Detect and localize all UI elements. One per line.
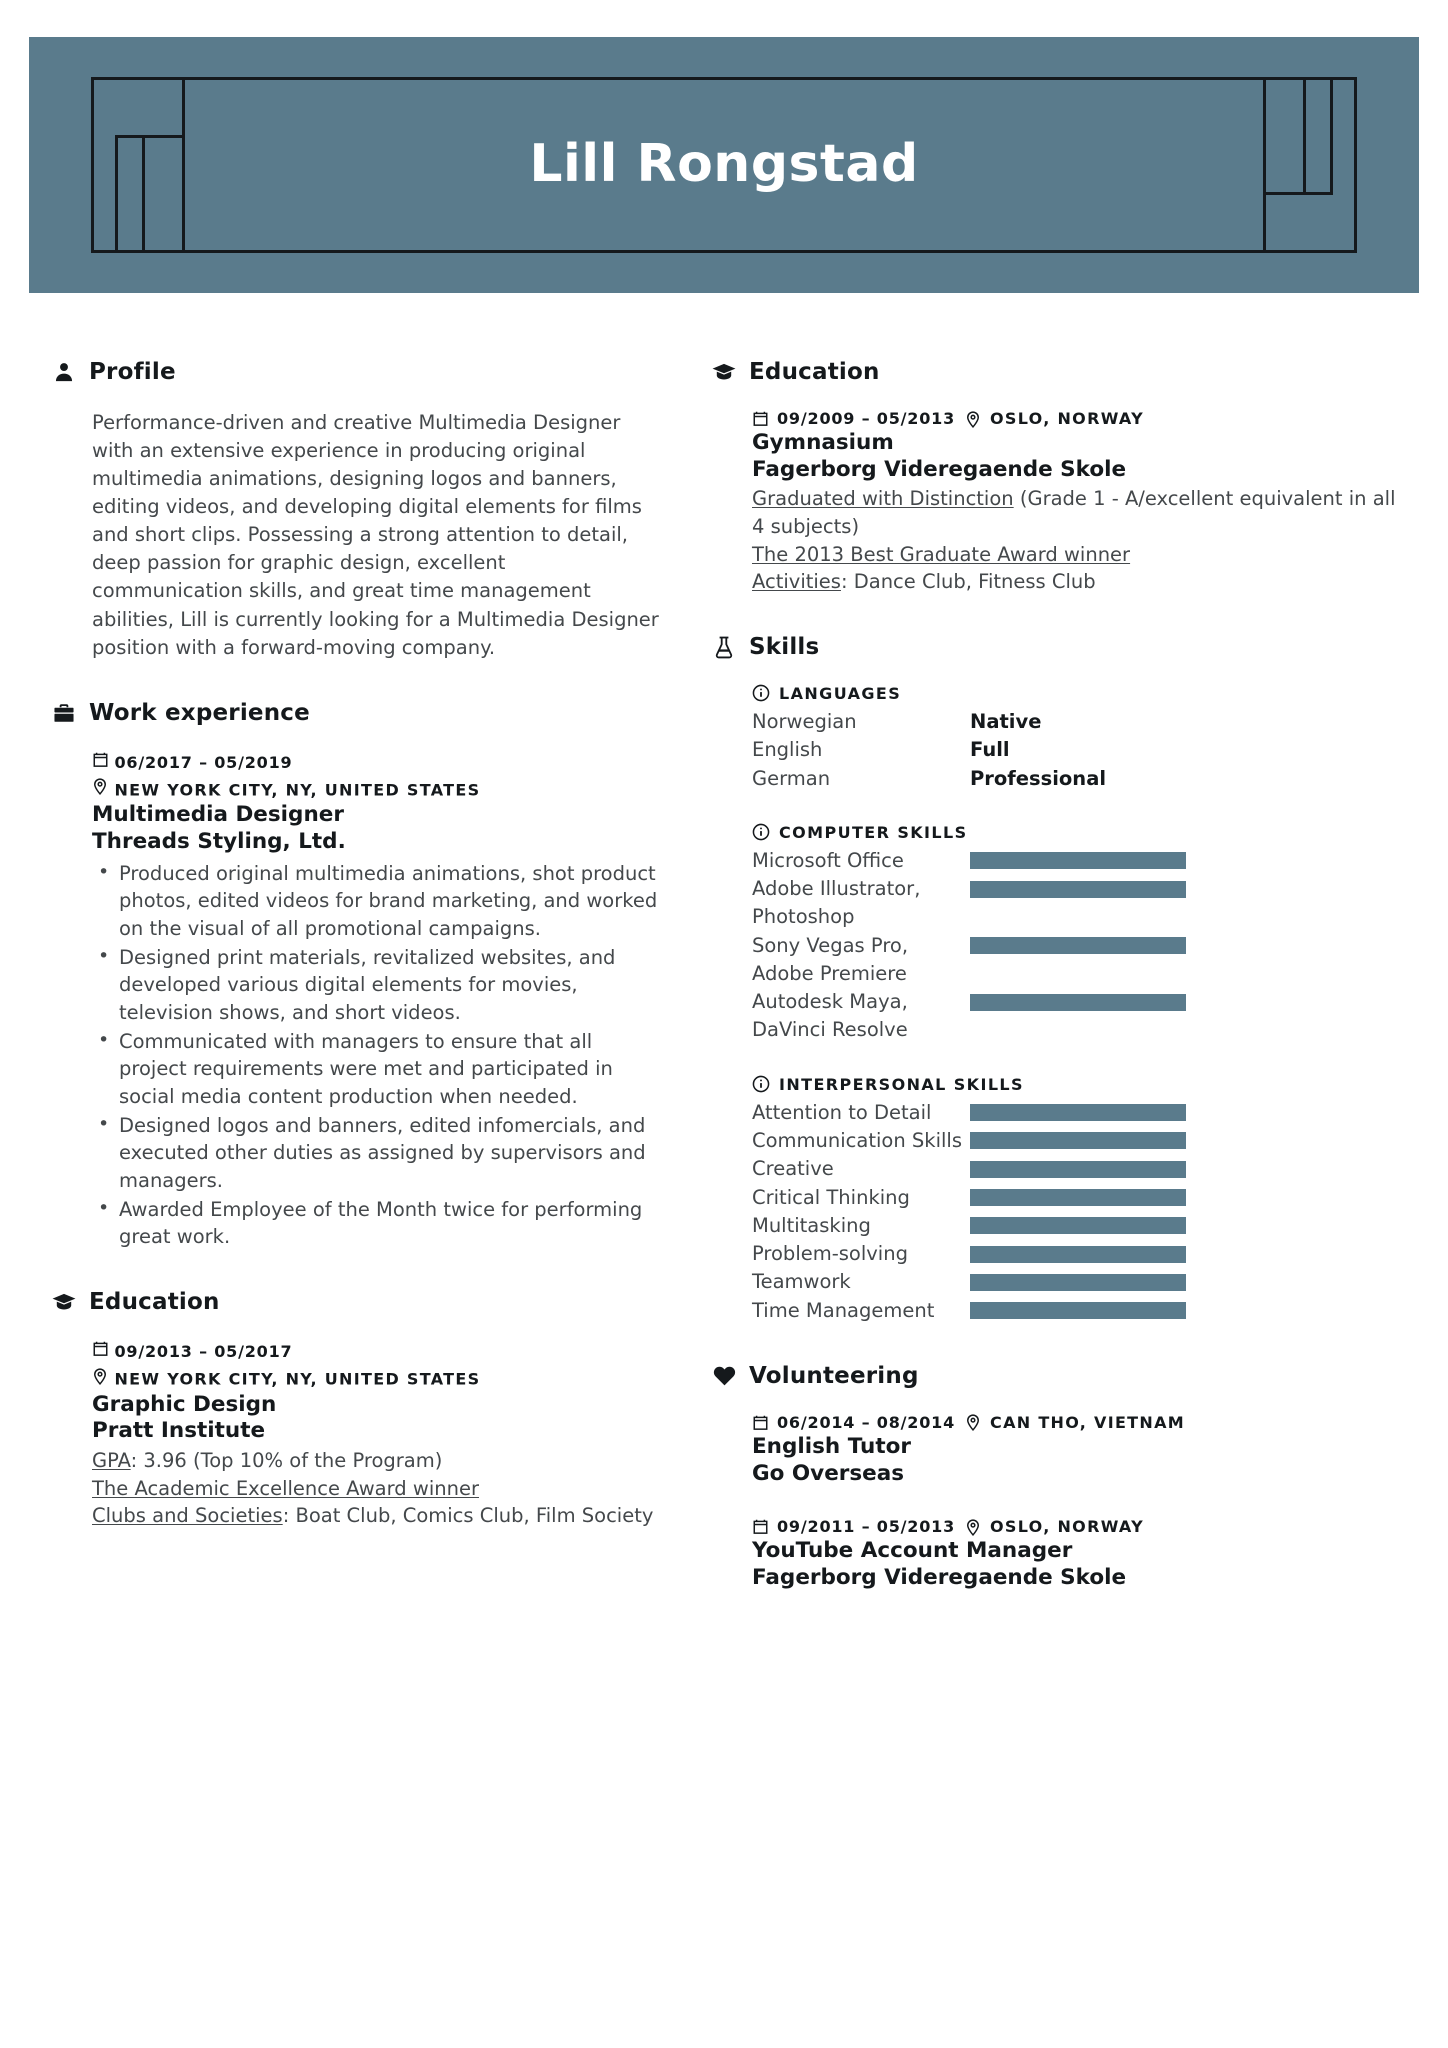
education-entry-title: Gymnasium — [752, 430, 894, 455]
info-icon — [752, 1075, 771, 1094]
skill-group-label-computer-skills: COMPUTER SKILLS — [779, 822, 968, 842]
volunteering-entry — [752, 1413, 1396, 1487]
language-level: Full — [970, 738, 1010, 762]
education-detail-row — [752, 541, 1396, 569]
right-column — [692, 359, 1396, 1629]
heart-icon — [712, 1364, 736, 1388]
volunteering-entry-location-chunk — [965, 1413, 1185, 1432]
education-detail-rest: (Grade 1 - A/excellent equivalent in all 4 subjects) — [752, 487, 1396, 538]
work-entry-bullets — [92, 860, 662, 1252]
education-entry-date-chunk — [752, 409, 955, 428]
calendar-icon — [92, 1339, 110, 1358]
skill-bar-row — [752, 875, 1396, 932]
education-detail-row — [752, 568, 1396, 596]
map-pin-icon — [965, 409, 983, 428]
map-pin-icon — [965, 1517, 983, 1536]
skill-name: Adobe Illustrator, Photoshop — [752, 877, 921, 929]
skill-bar-row — [752, 1099, 1396, 1127]
education-entry-org: Pratt Institute — [92, 1418, 266, 1444]
volunteering-entry-date-chunk — [752, 1517, 955, 1536]
education-entry-location: NEW YORK CITY, NY, UNITED STATES — [114, 1369, 481, 1389]
calendar-icon — [752, 1517, 770, 1536]
skill-bar-row — [752, 1155, 1396, 1183]
info-icon — [752, 684, 771, 703]
volunteering-entry-meta — [752, 1413, 1396, 1432]
skill-bar-track — [970, 1302, 1186, 1319]
volunteering-entry-dates: 06/2014 – 08/2014 — [777, 1412, 956, 1432]
education-entry-details — [92, 1447, 662, 1530]
skill-name: Multitasking — [752, 1213, 871, 1237]
skill-bar-row — [752, 1268, 1396, 1296]
skill-group-header-languages — [752, 684, 1396, 703]
volunteering-entry — [752, 1517, 1396, 1591]
skill-bar-wrap — [970, 1240, 1396, 1268]
skill-bar-track — [970, 1132, 1186, 1149]
skill-bar-track — [970, 937, 1186, 954]
skill-bar-track — [970, 1189, 1186, 1206]
resume-header — [29, 37, 1419, 293]
education-entry — [752, 409, 1396, 596]
skill-bar-track — [970, 852, 1186, 869]
education-detail-rest: : 3.96 (Top 10% of the Program) — [130, 1448, 443, 1472]
volunteering-entry-dates: 09/2011 – 05/2013 — [777, 1517, 956, 1537]
language-row — [752, 765, 1396, 793]
education-detail-row — [752, 485, 1396, 540]
section-work-experience — [52, 700, 662, 1251]
flask-icon — [712, 635, 736, 659]
volunteering-entry-meta — [752, 1517, 1396, 1536]
graduation-cap-icon — [52, 1290, 76, 1314]
education-entry-title: Graphic Design — [92, 1391, 277, 1417]
skill-bar-row — [752, 1240, 1396, 1268]
skill-bar-wrap — [970, 1297, 1396, 1325]
skill-bar-wrap — [970, 1127, 1396, 1155]
calendar-icon — [92, 750, 110, 769]
skill-bar-wrap — [970, 847, 1396, 875]
language-level: Native — [970, 710, 1042, 734]
volunteering-entry-org: Fagerborg Videregaende Skole — [752, 1564, 1127, 1590]
skill-bar-track — [970, 1217, 1186, 1234]
section-title-education-left: Education — [89, 1289, 220, 1316]
education-detail-label: Graduated with Distinction — [752, 487, 1014, 511]
section-education-right — [712, 359, 1396, 596]
language-name: German — [752, 766, 831, 790]
education-entry-details — [752, 485, 1396, 596]
list-item: • Designed print materials, revitalized websites, and developed various digital elements for movies, television shows, and short videos. — [92, 944, 662, 1027]
work-entry-meta — [92, 750, 662, 801]
skill-bar-wrap — [970, 1268, 1396, 1296]
education-entry-meta — [752, 409, 1396, 428]
skill-group-label-languages: LANGUAGES — [779, 684, 902, 704]
work-entry — [92, 750, 662, 1251]
section-education-left — [52, 1289, 662, 1530]
graduation-cap-icon — [712, 360, 736, 384]
list-item: • Designed logos and banners, edited infomercials, and executed other duties as assigned by supervisors and managers. — [92, 1112, 662, 1195]
list-item: • Communicated with managers to ensure that all project requirements were met and participated in social media content production when needed. — [92, 1028, 662, 1111]
list-item: • Produced original multimedia animations, shot product photos, edited videos for brand marketing, and worked on the visual of all promotional campaigns. — [92, 860, 662, 943]
skill-group-languages — [752, 684, 1396, 793]
skill-name: Creative — [752, 1157, 834, 1181]
section-header-profile — [52, 359, 662, 385]
work-entry-org: Threads Styling, Ltd. — [92, 828, 346, 854]
skill-bar-track — [970, 994, 1186, 1011]
section-header-education-left — [52, 1289, 662, 1315]
section-body-education-left — [52, 1339, 662, 1530]
skill-bar-wrap — [970, 1212, 1396, 1240]
education-detail-label: GPA — [92, 1448, 131, 1472]
education-detail-row — [92, 1502, 662, 1530]
section-skills — [712, 634, 1396, 1325]
profile-text: Performance-driven and creative Multimedia Designer with an extensive experience in producing original multimedia animations, designing logos and banners, editing videos, and developing digital elements for films and short clips. Possessing a strong attention to detail, deep passion for graphic design, excellent communication skills, and great time management abilities, Lill is currently looking for a Multimedia Designer position with a forward-moving company. — [92, 411, 659, 659]
skill-bar-row — [752, 1212, 1396, 1240]
language-row — [752, 708, 1396, 736]
skill-bar-track — [970, 1161, 1186, 1178]
language-level: Professional — [970, 766, 1107, 790]
skill-bar-wrap — [970, 875, 1396, 903]
skill-group-interpersonal-skills — [752, 1075, 1396, 1325]
education-entry-meta — [92, 1339, 662, 1390]
info-icon — [752, 823, 771, 842]
education-detail-label: The Academic Excellence Award winner — [92, 1476, 479, 1500]
section-title-work-experience: Work experience — [89, 699, 310, 726]
section-body-skills — [712, 684, 1396, 1325]
section-body-education-right — [712, 409, 1396, 596]
education-entry-location: OSLO, NORWAY — [990, 409, 1144, 428]
education-entry-dates: 09/2013 – 05/2017 — [114, 1342, 293, 1362]
work-entry-title: Multimedia Designer — [92, 802, 344, 828]
volunteering-entry-title: YouTube Account Manager — [752, 1538, 1073, 1564]
skill-bar-row — [752, 988, 1396, 1045]
page-title: Lill Rongstad — [529, 133, 919, 194]
education-detail-label: The 2013 Best Graduate Award winner — [752, 542, 1131, 566]
volunteering-entry-title: English Tutor — [752, 1433, 911, 1459]
skill-name: Problem-solving — [752, 1242, 908, 1266]
skill-name: Critical Thinking — [752, 1185, 910, 1209]
volunteering-entry-date-chunk — [752, 1413, 955, 1432]
skill-name: Teamwork — [752, 1270, 851, 1294]
left-column — [52, 359, 692, 1629]
education-entry-org: Fagerborg Videregaende Skole — [752, 456, 1127, 482]
skill-bar-row — [752, 1127, 1396, 1155]
education-detail-label: Activities — [752, 570, 841, 594]
work-entry-date-chunk — [92, 750, 662, 773]
education-entry-location-chunk — [965, 409, 1144, 428]
section-header-education-right — [712, 359, 1396, 385]
work-entry-location: NEW YORK CITY, NY, UNITED STATES — [114, 780, 481, 800]
calendar-icon — [752, 1413, 770, 1432]
volunteering-entry-location: CAN THO, VIETNAM — [990, 1412, 1185, 1432]
education-detail-row — [92, 1447, 662, 1475]
language-row — [752, 736, 1396, 764]
education-detail-label: Clubs and Societies — [92, 1504, 283, 1528]
section-title-volunteering: Volunteering — [749, 1362, 919, 1389]
skill-bar-track — [970, 1104, 1186, 1121]
education-detail-rest: : Dance Club, Fitness Club — [840, 570, 1096, 594]
work-entry-location-chunk — [92, 777, 662, 801]
education-entry-location-chunk — [92, 1366, 662, 1390]
skill-bar-wrap — [970, 1099, 1396, 1127]
skill-bar-wrap — [970, 988, 1396, 1016]
section-header-skills — [712, 634, 1396, 660]
volunteering-entry-location-chunk — [965, 1517, 1144, 1536]
section-header-volunteering — [712, 1363, 1396, 1389]
skill-group-label-interpersonal-skills: INTERPERSONAL SKILLS — [779, 1074, 1024, 1094]
skill-bar-row — [752, 1184, 1396, 1212]
section-header-work-experience — [52, 700, 662, 726]
skill-name: Communication Skills — [752, 1128, 962, 1152]
skill-name: Autodesk Maya, DaVinci Resolve — [752, 990, 908, 1042]
section-title-profile: Profile — [89, 359, 176, 385]
skill-name: Microsoft Office — [752, 848, 904, 872]
education-entry-date-chunk — [92, 1339, 662, 1362]
skill-bar-track — [970, 1246, 1186, 1263]
resume-columns — [0, 293, 1448, 1629]
skill-bar-track — [970, 881, 1186, 898]
skill-bar-row — [752, 932, 1396, 989]
education-entry-dates: 09/2009 – 05/2013 — [777, 409, 956, 428]
section-body-volunteering — [712, 1413, 1396, 1592]
briefcase-icon — [52, 701, 76, 725]
skill-bar-wrap — [970, 1155, 1396, 1183]
education-entry — [92, 1339, 662, 1530]
skill-group-computer-skills — [752, 823, 1396, 1045]
section-body-work-experience — [52, 750, 662, 1251]
education-detail-rest: : Boat Club, Comics Club, Film Society — [282, 1504, 654, 1528]
language-name: Norwegian — [752, 710, 857, 734]
section-body-profile — [52, 409, 662, 662]
skill-bar-wrap — [970, 1184, 1396, 1212]
skill-bar-row — [752, 847, 1396, 875]
user-icon — [52, 360, 76, 384]
list-item: • Awarded Employee of the Month twice for performing great work. — [92, 1196, 662, 1251]
map-pin-icon — [92, 1366, 110, 1385]
skill-bar-track — [970, 1274, 1186, 1291]
language-name: English — [752, 738, 823, 762]
work-entry-dates: 06/2017 – 05/2019 — [114, 752, 293, 772]
section-title-skills: Skills — [749, 634, 820, 661]
volunteering-entry-location: OSLO, NORWAY — [990, 1517, 1144, 1537]
skill-name: Attention to Detail — [752, 1100, 932, 1124]
skill-name: Time Management — [752, 1298, 935, 1322]
section-title-education-right: Education — [749, 359, 880, 385]
map-pin-icon — [965, 1413, 983, 1432]
section-volunteering — [712, 1363, 1396, 1592]
calendar-icon — [752, 409, 770, 428]
map-pin-icon — [92, 777, 110, 796]
skill-group-header-interpersonal-skills — [752, 1075, 1396, 1094]
skill-bar-row — [752, 1297, 1396, 1325]
education-detail-row — [92, 1475, 662, 1503]
skill-group-header-computer-skills — [752, 823, 1396, 842]
skill-bar-wrap — [970, 932, 1396, 960]
volunteering-entry-org: Go Overseas — [752, 1460, 905, 1486]
skill-name: Sony Vegas Pro, Adobe Premiere — [752, 933, 909, 985]
section-profile — [52, 359, 662, 662]
